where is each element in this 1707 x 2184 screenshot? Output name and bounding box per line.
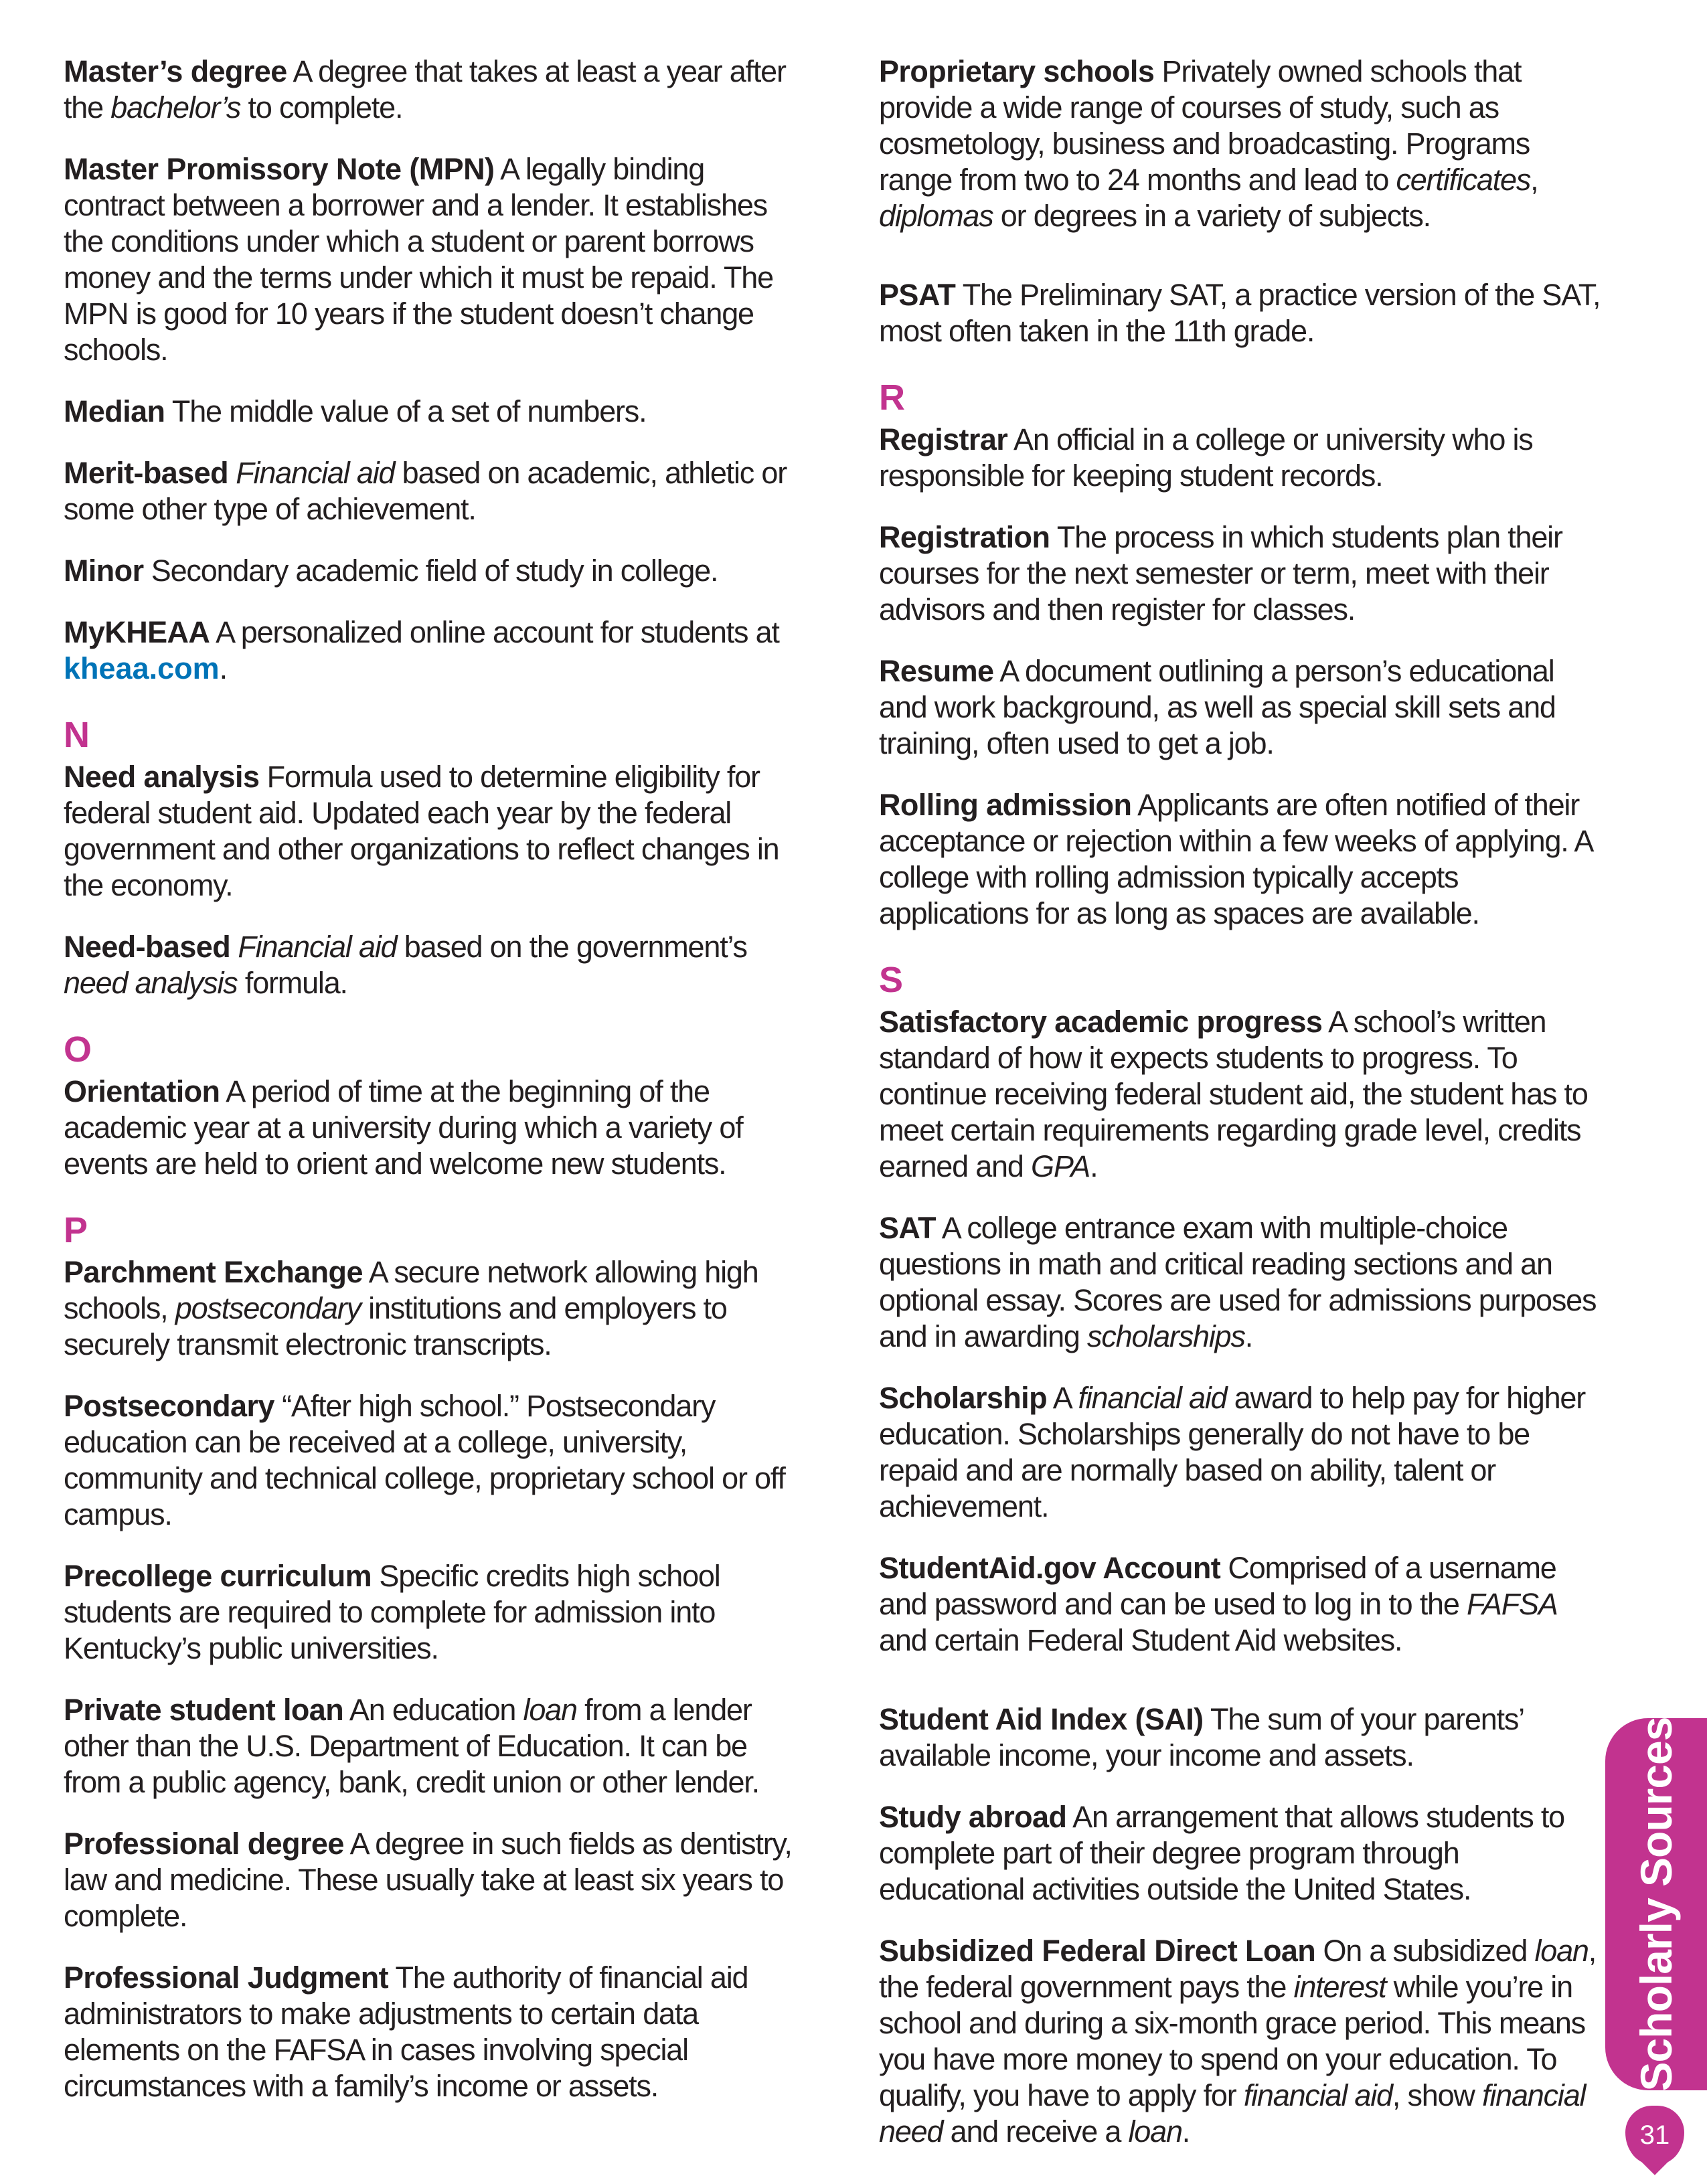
section-side-tab <box>1605 1718 1707 2090</box>
term: Student Aid Index (SAI) <box>879 1702 1204 1736</box>
term: Rolling admission <box>879 788 1132 822</box>
entry-master-promissory-note <box>64 151 793 368</box>
definition: Privately owned schools that provide a wide range of courses of study, such as cosmetology, business and broadcasting. Programs range from two to 24 months and lead to <box>879 54 1530 197</box>
entry-private-student-loan <box>64 1692 793 1800</box>
definition-italic: Financial aid <box>228 456 395 490</box>
term: MyKHEAA <box>64 615 210 649</box>
entry-precollege-curriculum <box>64 1558 793 1667</box>
term: Merit-based <box>64 456 228 490</box>
definition: A document outlining a person’s educational and work background, as well as special skill sets and training, often used to get a job. <box>879 654 1556 760</box>
definition: An education <box>343 1693 523 1727</box>
definition: A legally binding contract between a borrower and a lender. It establishes the conditions under which a student or parent borrows money and the terms under which it must be repaid. The MPN is good for 10 years if the student doesn’t change schools. <box>64 152 773 367</box>
definition: while you’re in school and during a six-month grace period. This means you have more money to spend on your education. To qualify, you have to apply for <box>879 1970 1585 2112</box>
definition: A secure network allowing high schools, <box>64 1255 758 1325</box>
definition-italic: Financial aid <box>230 930 397 964</box>
term: Professional degree <box>64 1827 344 1861</box>
entry-need-based <box>64 929 793 1001</box>
definition-italic: postsecondary <box>175 1291 361 1325</box>
entry-registrar <box>879 422 1602 494</box>
definition: The authority of financial aid administrators to make adjustments to certain data elements on the FAFSA in cases involving special circumstances with a family’s income or assets. <box>64 1960 748 2103</box>
definition: The middle value of a set of numbers. <box>165 394 647 428</box>
entry-registration <box>879 519 1602 628</box>
definition: The Preliminary SAT, a practice version of the SAT, most often taken in the 11th grade. <box>879 278 1601 348</box>
left-column <box>64 54 793 2130</box>
definition: Comprised of a username and password and can be used to log in to the <box>879 1551 1556 1621</box>
entry-merit-based <box>64 455 793 527</box>
definition: A degree that takes at least a year after the <box>64 54 786 124</box>
definition-italic: FAFSA <box>1466 1587 1558 1621</box>
term: Registration <box>879 520 1050 554</box>
section-letter-n: N <box>64 715 89 755</box>
entry-subsidized-federal-direct-loan <box>879 1933 1602 2150</box>
definition: , the federal government pays the <box>879 1934 1597 2004</box>
entry-studentaid-account <box>879 1550 1602 1659</box>
entry-masters-degree <box>64 54 793 126</box>
term: Registrar <box>879 422 1008 456</box>
term: Need-based <box>64 930 231 964</box>
entry-mykheaa <box>64 614 793 687</box>
term: Minor <box>64 554 144 588</box>
section-letter-p: P <box>64 1210 87 1250</box>
entry-resume <box>879 653 1602 762</box>
right-column <box>879 54 1602 2175</box>
definition: The sum of your parents’ available income, your income and assets. <box>879 1702 1524 1772</box>
page-number: 31 <box>1639 2120 1670 2150</box>
entry-orientation <box>64 1074 793 1182</box>
definition: . <box>1182 2114 1190 2149</box>
entry-student-aid-index <box>879 1701 1602 1774</box>
definition: , show <box>1392 2078 1483 2112</box>
definition: or degrees in a variety of subjects. <box>993 199 1431 233</box>
term: PSAT <box>879 278 956 312</box>
term: StudentAid.gov Account <box>879 1551 1221 1585</box>
definition: and receive a <box>943 2114 1129 2149</box>
term: Master Promissory Note (MPN) <box>64 152 495 186</box>
definition: based on academic, athletic or some other type of achievement. <box>64 456 787 526</box>
definition: A period of time at the beginning of the academic year at a university during which a variety of events are held to orient and welcome new students. <box>64 1074 743 1181</box>
term: Private student loan <box>64 1693 344 1727</box>
definition: “After high school.” Postsecondary education can be received at a college, university, community and technical college, proprietary school or off campus. <box>64 1389 785 1531</box>
definition: . <box>219 651 227 685</box>
term: Postsecondary <box>64 1389 274 1423</box>
definition: Secondary academic field of study in college. <box>143 554 718 588</box>
definition: A degree in such fields as dentistry, law and medicine. These usually take at least six years to complete. <box>64 1827 792 1933</box>
term: Scholarship <box>879 1381 1047 1415</box>
term: Proprietary schools <box>879 54 1155 88</box>
definition-italic: diplomas <box>879 199 993 233</box>
definition: based on the government’s <box>396 930 747 964</box>
definition: from a lender other than the U.S. Department of Education. It can be from a public agency, bank, credit union or other lender. <box>64 1693 759 1799</box>
definition-italic: bachelor’s <box>110 90 241 124</box>
definition-italic: financial aid <box>1078 1381 1227 1415</box>
entry-study-abroad <box>879 1799 1602 1908</box>
definition: institutions and employers to securely transmit electronic transcripts. <box>64 1291 727 1361</box>
definition-italic: loan <box>523 1693 577 1727</box>
definition-italic: loan <box>1128 2114 1182 2149</box>
entry-scholarship <box>879 1380 1602 1525</box>
term: Median <box>64 394 165 428</box>
entry-sat <box>879 1210 1602 1355</box>
definition-italic: GPA <box>1031 1149 1090 1183</box>
definition-italic: financial aid <box>1243 2078 1392 2112</box>
term: Satisfactory academic progress <box>879 1005 1323 1039</box>
definition-italic: scholarships <box>1087 1319 1245 1353</box>
term: Study abroad <box>879 1800 1067 1834</box>
term: Precollege curriculum <box>64 1559 372 1593</box>
term: Master’s degree <box>64 54 287 88</box>
term: Parchment Exchange <box>64 1255 363 1289</box>
definition-italic: interest <box>1293 1970 1386 2004</box>
definition: , <box>1530 163 1538 197</box>
entry-minor <box>64 553 793 589</box>
entry-postsecondary <box>64 1388 793 1533</box>
definition: Specific credits high school students are required to complete for admission into Kentucky’s public universities. <box>64 1559 720 1665</box>
entry-psat <box>879 277 1602 349</box>
definition: A personalized online account for students at <box>210 615 779 649</box>
term: Need analysis <box>64 760 260 794</box>
entry-satisfactory-academic-progress <box>879 1004 1602 1185</box>
definition: Applicants are often notified of their acceptance or rejection within a few weeks of applying. A college with rolling admission typically accepts applications for as long as spaces are available. <box>879 788 1592 930</box>
definition: . <box>1090 1149 1098 1183</box>
definition-italic: loan <box>1534 1934 1589 1968</box>
entry-professional-degree <box>64 1826 793 1934</box>
definition: On a subsidized <box>1315 1934 1535 1968</box>
kheaa-link[interactable]: kheaa.com <box>64 651 220 685</box>
entry-need-analysis <box>64 759 793 904</box>
term: Subsidized Federal Direct Loan <box>879 1934 1316 1968</box>
term: SAT <box>879 1211 936 1245</box>
definition: A college entrance exam with multiple-choice questions in math and critical reading sections and an optional essay. Scores are used for admissions purposes and in awarding <box>879 1211 1597 1353</box>
entry-median <box>64 394 793 430</box>
definition: and certain Federal Student Aid websites. <box>879 1623 1402 1657</box>
definition: . <box>1244 1319 1253 1353</box>
entry-rolling-admission <box>879 787 1602 932</box>
definition: A school’s written standard of how it expects students to progress. To continue receiving federal student aid, the student has to meet certain requirements regarding grade level, credits earned and <box>879 1005 1588 1183</box>
term: Resume <box>879 654 994 688</box>
definition: An official in a college or university who is responsible for keeping student records. <box>879 422 1533 493</box>
side-tab-label: Scholarly Sources <box>1631 1717 1681 2092</box>
definition: A <box>1046 1381 1078 1415</box>
section-letter-s: S <box>879 960 902 1000</box>
page-number-badge <box>1625 2106 1684 2165</box>
definition: Formula used to determine eligibility for federal student aid. Updated each year by the federal government and other organizations to reflect changes in the economy. <box>64 760 779 902</box>
term: Professional Judgment <box>64 1960 388 1995</box>
term: Orientation <box>64 1074 220 1108</box>
section-letter-o: O <box>64 1029 91 1070</box>
entry-parchment-exchange <box>64 1254 793 1363</box>
definition-italic: financial need <box>879 2078 1586 2149</box>
section-letter-r: R <box>879 377 904 418</box>
definition-italic: certificates <box>1396 163 1531 197</box>
definition: formula. <box>237 966 347 1000</box>
definition: An arrangement that allows students to complete part of their degree program through educational activities outside the United States. <box>879 1800 1565 1906</box>
definition: to complete. <box>240 90 403 124</box>
definition: award to help pay for higher education. Scholarships generally do not have to be repaid and are normally based on ability, talent or achievement. <box>879 1381 1586 1523</box>
entry-professional-judgment <box>64 1960 793 2104</box>
definition-italic: need analysis <box>64 966 238 1000</box>
definition: The process in which students plan their courses for the next semester or term, meet with their advisors and then register for classes. <box>879 520 1562 626</box>
entry-proprietary-schools <box>879 54 1602 234</box>
